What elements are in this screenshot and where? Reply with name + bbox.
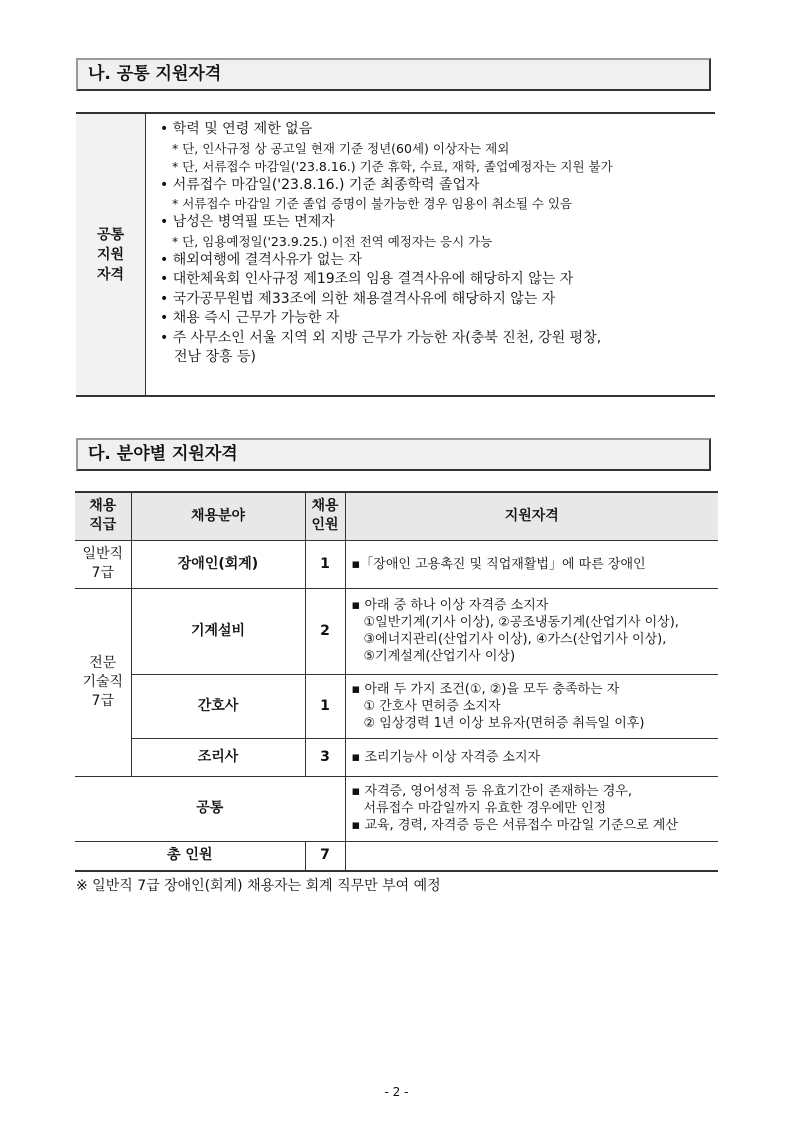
qualification-item: • 대한체육회 인사규정 제19조의 임용 결격사유에 해당하지 않는 자 bbox=[160, 271, 574, 287]
qualification-item: • 채용 즉시 근무가 가능한 자 bbox=[160, 310, 340, 326]
table-row bbox=[75, 674, 718, 738]
field-name: 기계설비 bbox=[131, 588, 305, 674]
table-row bbox=[75, 540, 718, 588]
qualification-item: • 국가공무원법 제33조에 의한 채용결격사유에 해당하지 않는 자 bbox=[160, 290, 556, 307]
header-qualification: 지원자격 bbox=[345, 492, 718, 540]
header-category: 채용 직급 bbox=[75, 492, 131, 540]
field-count: 1 bbox=[305, 674, 345, 738]
section-title-field: 다. 분야별 지원자격 bbox=[88, 444, 238, 464]
section-header-field bbox=[76, 438, 711, 471]
page-number: - 2 - bbox=[384, 1085, 409, 1099]
total-count: 7 bbox=[305, 841, 345, 871]
table-row bbox=[75, 588, 718, 674]
table-row bbox=[75, 738, 718, 776]
field-count: 2 bbox=[305, 588, 345, 674]
table-header-row bbox=[75, 492, 718, 540]
category-general: 일반직 7급 bbox=[75, 540, 131, 588]
header-count: 채용 인원 bbox=[305, 492, 345, 540]
category-expert: 전문 기술직 7급 bbox=[75, 588, 131, 776]
qualification-item: 전남 장흥 등) bbox=[174, 349, 256, 365]
qualification-note: * 단, 인사규정 상 공고일 현재 기준 정년(60세) 이상자는 제외 bbox=[172, 140, 510, 156]
section-title-common: 나. 공통 지원자격 bbox=[88, 64, 222, 84]
field-name: 간호사 bbox=[131, 674, 305, 738]
section-header-common bbox=[76, 58, 711, 91]
table-row bbox=[75, 776, 718, 841]
common-qualification-list bbox=[148, 114, 713, 368]
footnote: ※ 일반직 7급 장애인(회계) 채용자는 회계 직무만 부여 예정 bbox=[76, 878, 441, 894]
total-label: 총 인원 bbox=[75, 841, 305, 871]
field-qualification: ▪ 아래 중 하나 이상 자격증 소지자 ①일반기계(기사 이상), ②공조냉동기계(산업기사 이상), ③에너지관리(산업기사 이상), ④가스(산업기사 이상), ⑤기계설계(산업기사 이상) bbox=[345, 588, 718, 674]
field-qualification: ▪ 자격증, 영어성적 등 유효기간이 존재하는 경우, 서류접수 마감일까지 유효한 경우에만 인정 ▪ 교육, 경력, 자격증 등은 서류접수 마감일 기준으로 계산 bbox=[345, 776, 718, 841]
field-count: 3 bbox=[305, 738, 345, 776]
field-qualification: ▪ 조리기능사 이상 자격증 소지자 bbox=[345, 738, 718, 776]
table-row-total bbox=[75, 841, 718, 871]
field-name: 장애인(회계) bbox=[131, 540, 305, 588]
qualification-note: * 서류접수 마감일 기준 졸업 증명이 불가능한 경우 임용이 취소될 수 있음 bbox=[172, 196, 573, 211]
field-qualification: ▪ 아래 두 가지 조건(①, ②)을 모두 충족하는 자 ① 간호사 면허증 소지자 ② 임상경력 1년 이상 보유자(면허증 취득일 이후) bbox=[345, 674, 718, 738]
field-count: 1 bbox=[305, 540, 345, 588]
field-name: 조리사 bbox=[131, 738, 305, 776]
qualification-item: • 학력 및 연령 제한 없음 bbox=[160, 121, 313, 137]
qualification-item: • 주 사무소인 서울 지역 외 지방 근무가 가능한 자(충북 진천, 강원 평창, bbox=[160, 329, 602, 346]
qualification-item: • 서류접수 마감일('23.8.16.) 기준 최종학력 졸업자 bbox=[160, 176, 480, 193]
common-field-label: 공통 bbox=[75, 776, 345, 841]
qualification-note: * 단, 서류접수 마감일('23.8.16.) 기준 휴학, 수료, 재학, 졸업예정자는 지원 불가 bbox=[172, 158, 613, 174]
qualification-item: • 남성은 병역필 또는 면제자 bbox=[160, 214, 335, 230]
field-qualification: ▪「장애인 고용촉진 및 직업재활법」에 따른 장애인 bbox=[345, 540, 718, 588]
common-qualification-label: 공통 지원 자격 bbox=[76, 114, 146, 395]
qualification-item: • 해외여행에 결격사유가 없는 자 bbox=[160, 251, 362, 268]
total-qualification-empty bbox=[345, 841, 718, 871]
qualification-note: * 단, 임용예정일('23.9.25.) 이전 전역 예정자는 응시 가능 bbox=[172, 233, 493, 249]
field-qualification-table bbox=[75, 491, 718, 872]
header-field: 채용분야 bbox=[131, 492, 305, 540]
common-qualification-table bbox=[76, 112, 715, 397]
